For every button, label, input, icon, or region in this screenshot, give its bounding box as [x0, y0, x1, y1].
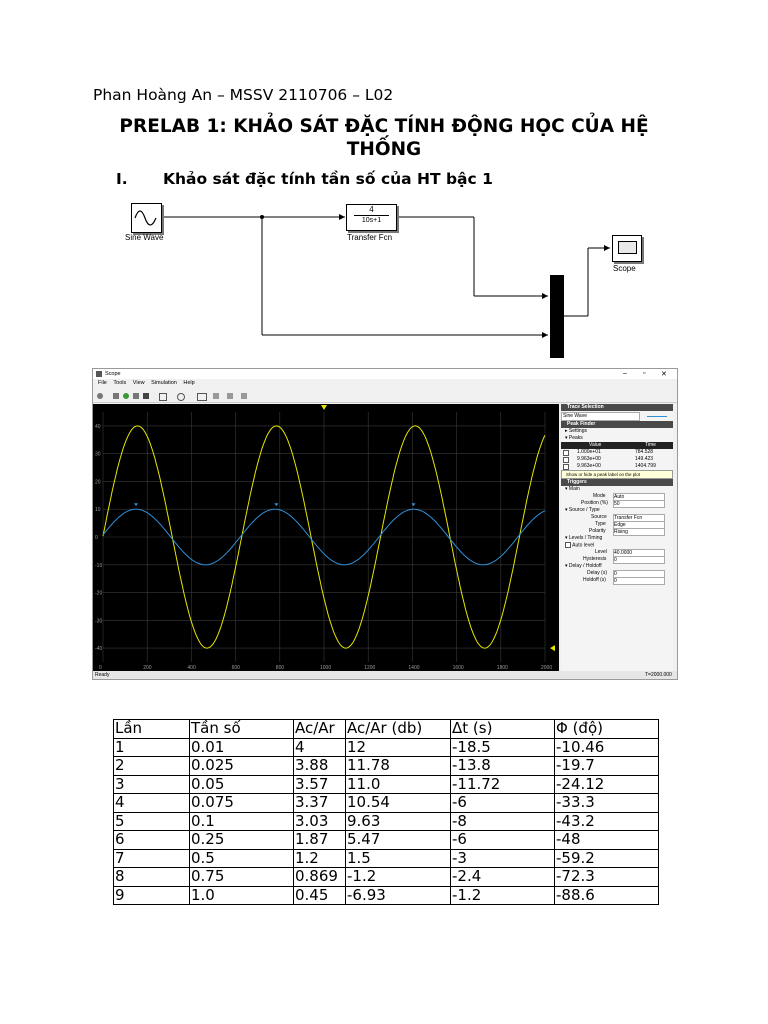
mode-select[interactable]: Auto: [613, 493, 665, 501]
peak-marker: [411, 503, 415, 506]
table-cell: 0.025: [190, 757, 294, 776]
peak-finder-icon[interactable]: [241, 393, 247, 399]
scope-window: [92, 368, 678, 680]
polarity-select[interactable]: Rising: [613, 528, 665, 536]
tf-numerator: 4: [369, 205, 374, 214]
delay-row: [561, 570, 673, 577]
main-row[interactable]: ▾ Main: [565, 486, 580, 492]
step-back-icon[interactable]: [113, 393, 119, 399]
table-cell: -10.46: [555, 738, 659, 757]
page-title: PRELAB 1: KHẢO SÁT ĐẶC TÍNH ĐỘNG HỌC CỦA HỆ THỐNG: [119, 116, 649, 160]
x-tick-label: 1600: [452, 665, 464, 671]
author-line: Phan Hoàng An – MSSV 2110706 – L02: [93, 86, 394, 104]
mode-row: [561, 493, 673, 500]
table-header-cell: Tần số: [190, 720, 294, 739]
source-type-row[interactable]: ▾ Source / Type: [565, 507, 600, 513]
peak-row[interactable]: [561, 456, 673, 463]
mux-block[interactable]: [550, 275, 564, 358]
peak-marker: [134, 503, 138, 506]
menu-simulation[interactable]: Simulation: [151, 380, 177, 386]
source-type-label: Source / Type: [568, 507, 600, 513]
table-cell: -33.3: [555, 794, 659, 813]
x-tick-label: 2000: [541, 665, 553, 671]
table-cell: -1.2: [451, 886, 555, 905]
y-tick-label: 10: [95, 507, 101, 514]
peak-time: 149.423: [635, 456, 654, 462]
sine-wave-label: Sine Wave: [125, 233, 164, 242]
scope-icon: [618, 241, 637, 254]
x-tick-label: 1000: [320, 665, 332, 671]
holdoff-label: Holdoff (s): [583, 577, 606, 583]
status-ready: Ready: [95, 672, 110, 678]
y-tick-label: 20: [95, 479, 101, 486]
table-cell: 0.75: [190, 868, 294, 887]
table-cell: -48: [555, 831, 659, 850]
scope-plot[interactable]: [93, 404, 559, 672]
table-cell: -6.93: [346, 886, 451, 905]
delay-label: Delay (s): [587, 570, 608, 576]
menu-file[interactable]: File: [98, 380, 107, 386]
table-cell: -6: [451, 831, 555, 850]
source-select[interactable]: Transfer Fcn: [613, 514, 665, 522]
table-cell: 3.88: [294, 757, 346, 776]
sine-wave-block[interactable]: [131, 203, 162, 233]
peaks-list: [561, 449, 673, 470]
table-cell: -13.8: [451, 757, 555, 776]
table-cell: -88.6: [555, 886, 659, 905]
table-cell: 2: [114, 757, 190, 776]
table-row: [114, 868, 659, 887]
menu-help[interactable]: Help: [183, 380, 195, 386]
position-input[interactable]: 50: [613, 500, 665, 508]
trace-color-swatch: [647, 416, 667, 417]
scope-app-icon: [96, 371, 102, 377]
table-cell: 0.075: [190, 794, 294, 813]
table-header-cell: Δt (s): [451, 720, 555, 739]
table-cell: 3: [114, 775, 190, 794]
step-forward-icon[interactable]: [133, 393, 139, 399]
x-tick-label: 1400: [408, 665, 420, 671]
table-cell: 1.87: [294, 831, 346, 850]
scope-window-title: Scope: [105, 371, 121, 377]
scope-toolbar: [93, 390, 677, 403]
y-tick-label: 30: [95, 451, 101, 458]
table-row: [114, 738, 659, 757]
table-cell: -72.3: [555, 868, 659, 887]
table-row: [114, 757, 659, 776]
stop-icon[interactable]: [143, 393, 149, 399]
triggers-header[interactable]: Triggers: [561, 479, 673, 486]
table-row: [114, 849, 659, 868]
y-tick-label: -40: [95, 646, 103, 653]
run-icon[interactable]: [123, 393, 129, 399]
peak-marker: [274, 503, 278, 506]
table-cell: 1: [114, 738, 190, 757]
highlight-icon[interactable]: [159, 393, 167, 401]
table-row: [114, 775, 659, 794]
table-cell: -19.7: [555, 757, 659, 776]
auto-level-row: [561, 542, 673, 549]
table-cell: 4: [114, 794, 190, 813]
trace-selection-header[interactable]: Trace Selection: [561, 404, 673, 411]
x-tick-label: 1200: [364, 665, 376, 671]
x-tick-label: 200: [143, 665, 152, 671]
x-tick-label: 800: [275, 665, 285, 671]
peak-finder-header[interactable]: Peak Finder: [561, 421, 673, 428]
trace-selection-row: [561, 411, 673, 421]
source-label: Source: [591, 514, 607, 520]
peak-row[interactable]: [561, 463, 673, 470]
level-input[interactable]: 40.0000: [613, 549, 665, 557]
settings-label: Settings: [568, 428, 587, 434]
table-cell: 0.05: [190, 775, 294, 794]
table-header-cell: Φ (độ): [555, 720, 659, 739]
table-cell: -24.12: [555, 775, 659, 794]
y-tick-label: -10: [95, 562, 103, 569]
table-header-cell: Lần: [114, 720, 190, 739]
levels-label: Levels / Timing: [568, 535, 603, 541]
hysteresis-row: [561, 556, 673, 563]
scope-title-bar: [93, 369, 677, 379]
tf-denominator: 10s+1: [361, 217, 382, 224]
hysteresis-input[interactable]: 0: [613, 556, 665, 564]
table-cell: 9: [114, 886, 190, 905]
x-tick-label: 600: [231, 665, 240, 671]
source-row: [561, 514, 673, 521]
table-cell: -2.4: [451, 868, 555, 887]
table-cell: 11.0: [346, 775, 451, 794]
level-label: Level: [595, 549, 607, 555]
type-select[interactable]: Edge: [613, 521, 665, 529]
autoscale-icon[interactable]: [197, 393, 207, 401]
trigger-level-marker: [550, 645, 555, 651]
table-row: [114, 812, 659, 831]
table-cell: 0.5: [190, 849, 294, 868]
table-cell: 4: [294, 738, 346, 757]
cursor-icon[interactable]: [227, 393, 233, 399]
scope-status-bar: [93, 671, 677, 679]
x-tick-label: 400: [187, 665, 196, 671]
delay-input[interactable]: 0: [613, 570, 665, 578]
transfer-fcn-label: Transfer Fcn: [347, 233, 393, 242]
table-cell: 0.25: [190, 831, 294, 850]
y-tick-label: -20: [95, 590, 103, 597]
table-cell: 3.37: [294, 794, 346, 813]
levels-row[interactable]: ▾ Levels / Timing: [565, 535, 603, 541]
table-cell: -59.2: [555, 849, 659, 868]
table-cell: 0.1: [190, 812, 294, 831]
table-row: [114, 886, 659, 905]
table-cell: 1.0: [190, 886, 294, 905]
type-row: [561, 521, 673, 528]
x-tick-label: 1800: [496, 665, 508, 671]
table-cell: 9.63: [346, 812, 451, 831]
sine-wave-icon: [132, 204, 161, 232]
type-label: Type: [595, 521, 606, 527]
y-tick-label: -30: [95, 618, 103, 625]
trigger-position-marker: [321, 405, 327, 410]
position-label: Position (%): [581, 500, 608, 506]
peaks-label: Peaks: [568, 435, 583, 441]
auto-level-label: Auto level: [572, 542, 595, 549]
section-title: Khảo sát đặc tính tần số của HT bậc 1: [163, 170, 493, 188]
polarity-row: [561, 528, 673, 535]
table-header-row: [114, 720, 659, 739]
table-cell: 0.45: [294, 886, 346, 905]
menu-tools[interactable]: Tools: [113, 380, 127, 386]
table-cell: -18.5: [451, 738, 555, 757]
peaks-table-header: [561, 442, 673, 449]
minimize-icon[interactable]: –: [623, 370, 627, 377]
table-cell: 1.5: [346, 849, 451, 868]
y-tick-label: 0: [95, 535, 98, 541]
table-cell: 6: [114, 831, 190, 850]
holdoff-input[interactable]: 0: [613, 577, 665, 585]
peak-value: 9.963e+00: [577, 456, 601, 462]
table-cell: 12: [346, 738, 451, 757]
x-tick-label: 0: [99, 665, 102, 671]
status-time: T=2000.000: [645, 672, 672, 678]
level-row: [561, 549, 673, 556]
table-cell: 0.01: [190, 738, 294, 757]
table-header-cell: Ac/Ar: [294, 720, 346, 739]
table-cell: 1.2: [294, 849, 346, 868]
table-cell: 0.869: [294, 868, 346, 887]
scope-menu-bar: [93, 380, 677, 389]
settings-row[interactable]: ▸ Settings: [565, 428, 587, 434]
polarity-label: Polarity: [589, 528, 606, 534]
table-cell: -8: [451, 812, 555, 831]
scope-block[interactable]: [612, 235, 642, 262]
hysteresis-label: Hysteresis: [583, 556, 607, 562]
peak-value: 9.963e+00: [577, 463, 601, 469]
position-row: [561, 500, 673, 507]
table-cell: -11.72: [451, 775, 555, 794]
delay-holdoff-label: Delay / Holdoff: [568, 563, 602, 569]
mode-label: Mode: [593, 493, 606, 499]
table-cell: -43.2: [555, 812, 659, 831]
signal-lines: [0, 0, 768, 370]
scope-side-panel: [561, 404, 673, 672]
results-table: [113, 719, 659, 905]
section-number: I.: [116, 170, 128, 188]
peaks-row[interactable]: ▾ Peaks: [565, 435, 583, 441]
scope-plot-svg: [93, 404, 559, 672]
trace-select[interactable]: Sine Wave: [561, 412, 640, 421]
table-cell: 10.54: [346, 794, 451, 813]
trigger-icon[interactable]: [213, 393, 219, 399]
table-cell: -6: [451, 794, 555, 813]
table-cell: 11.78: [346, 757, 451, 776]
menu-view[interactable]: View: [132, 380, 145, 386]
settings-icon[interactable]: [97, 393, 103, 399]
y-tick-label: 40: [95, 423, 101, 430]
auto-level-checkbox[interactable]: [565, 542, 571, 548]
peak-row[interactable]: [561, 449, 673, 456]
close-icon[interactable]: ✕: [661, 371, 667, 378]
table-cell: 5: [114, 812, 190, 831]
table-cell: 3.57: [294, 775, 346, 794]
peak-value: 1.000e+01: [577, 449, 601, 455]
main-label: Main: [568, 486, 580, 492]
peak-time: 784.528: [635, 449, 654, 455]
transfer-fcn-block[interactable]: [346, 204, 397, 231]
table-cell: -1.2: [346, 868, 451, 887]
scope-label: Scope: [613, 264, 636, 273]
table-header-cell: Ac/Ar (db): [346, 720, 451, 739]
peak-time: 1404.799: [635, 463, 656, 469]
delay-holdoff-row[interactable]: ▾ Delay / Holdoff: [565, 563, 602, 569]
table-row: [114, 794, 659, 813]
holdoff-row: [561, 577, 673, 584]
table-cell: 3.03: [294, 812, 346, 831]
table-row: [114, 831, 659, 850]
time-col: Time: [645, 442, 656, 448]
zoom-icon[interactable]: [177, 393, 185, 401]
peak-tooltip: Show or hide a peak label on the plot: [561, 470, 673, 479]
table-cell: 7: [114, 849, 190, 868]
maximize-icon[interactable]: ▫: [643, 370, 646, 377]
table-cell: 5.47: [346, 831, 451, 850]
value-col: Value: [589, 442, 602, 448]
table-cell: -3: [451, 849, 555, 868]
table-cell: 8: [114, 868, 190, 887]
